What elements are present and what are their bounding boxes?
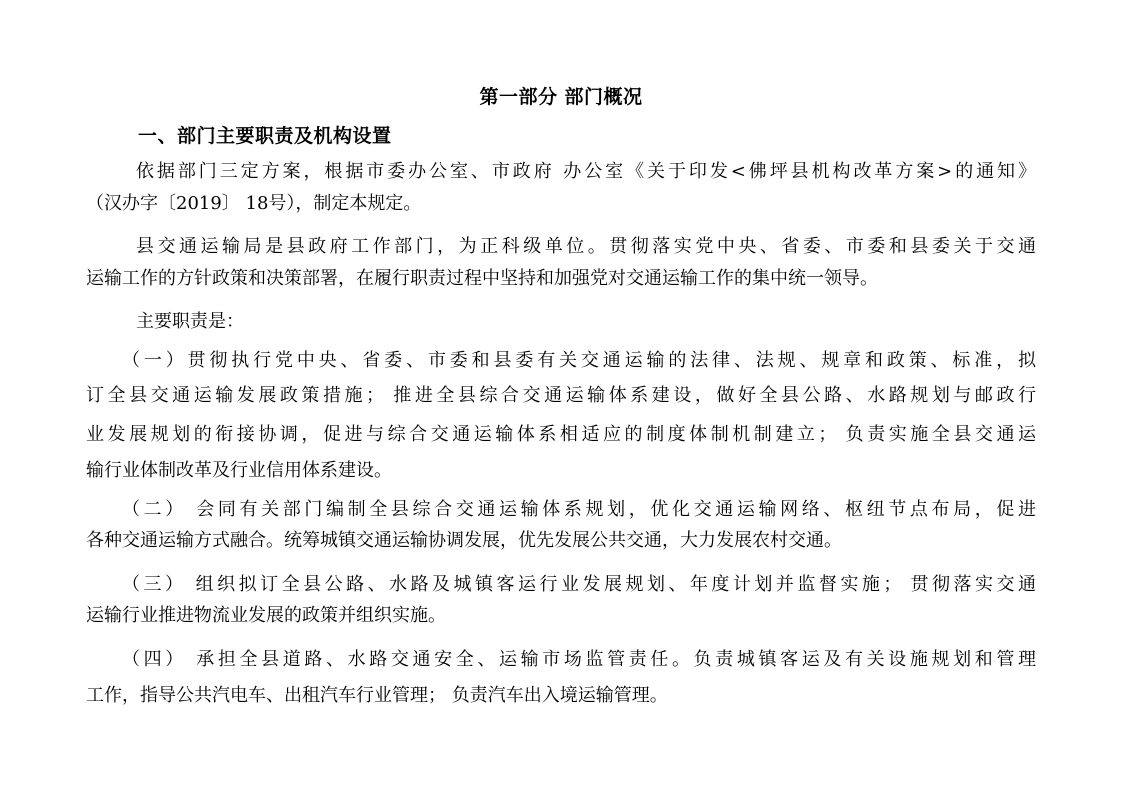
item-2-line-1: （二） 会同有关部门编制全县综合交通运输体系规划，优化交通运输网络、枢纽节点布局，促进	[122, 499, 1036, 520]
item-4-line-1: （四） 承担全县道路、水路交通安全、运输市场监管责任。负责城镇客运及有关设施规划和管理	[122, 649, 1036, 670]
item-3-line-1: （三） 组织拟订全县公路、水路及城镇客运行业发展规划、年度计划并监督实施； 贯彻落实交通	[122, 574, 1036, 595]
paragraph-2-line-2: 运输工作的方针政策和决策部署，在履行职责过程中坚持和加强党对交通运输工作的集中统一领导。	[86, 268, 878, 289]
paragraph-1-line-2: （汉办字〔2019〕 18号），制定本规定。	[86, 193, 422, 214]
paragraph-3-line-1: 主要职责是：	[136, 311, 244, 332]
item-1-line-3: 业发展规划的衔接协调，促进与综合交通运输体系相适应的制度体制机制建立； 负责实施全县交通运	[86, 424, 1036, 445]
item-1-line-4: 输行业体制改革及行业信用体系建设。	[86, 460, 392, 481]
item-4-line-2: 工作，指导公共汽电车、出租汽车行业管理； 负责汽车出入境运输管理。	[86, 685, 668, 706]
item-1-line-2: 订全县交通运输发展政策措施； 推进全县综合交通运输体系建设，做好全县公路、水路规划与邮政行	[86, 385, 1036, 406]
item-3-line-2: 运输行业推进物流业发展的政策并组织实施。	[86, 605, 446, 626]
page-title: 第一部分 部门概况	[479, 86, 643, 108]
paragraph-1-line-1: 依据部门三定方案，根据市委办公室、市政府 办公室《关于印发<佛坪县机构改革方案>的通知》	[136, 161, 1036, 182]
paragraph-2-line-1: 县交通运输局是县政府工作部门，为正科级单位。贯彻落实党中央、省委、市委和县委关于交通	[136, 236, 1036, 257]
section-heading: 一、部门主要职责及机构设置	[138, 125, 392, 147]
item-2-line-2: 各种交通运输方式融合。统筹城镇交通运输协调发展，优先发展公共交通，大力发展农村交通。	[86, 530, 842, 551]
item-1-line-1: （一）贯彻执行党中央、省委、市委和县委有关交通运输的法律、法规、规章和政策、标准，拟	[122, 350, 1036, 371]
